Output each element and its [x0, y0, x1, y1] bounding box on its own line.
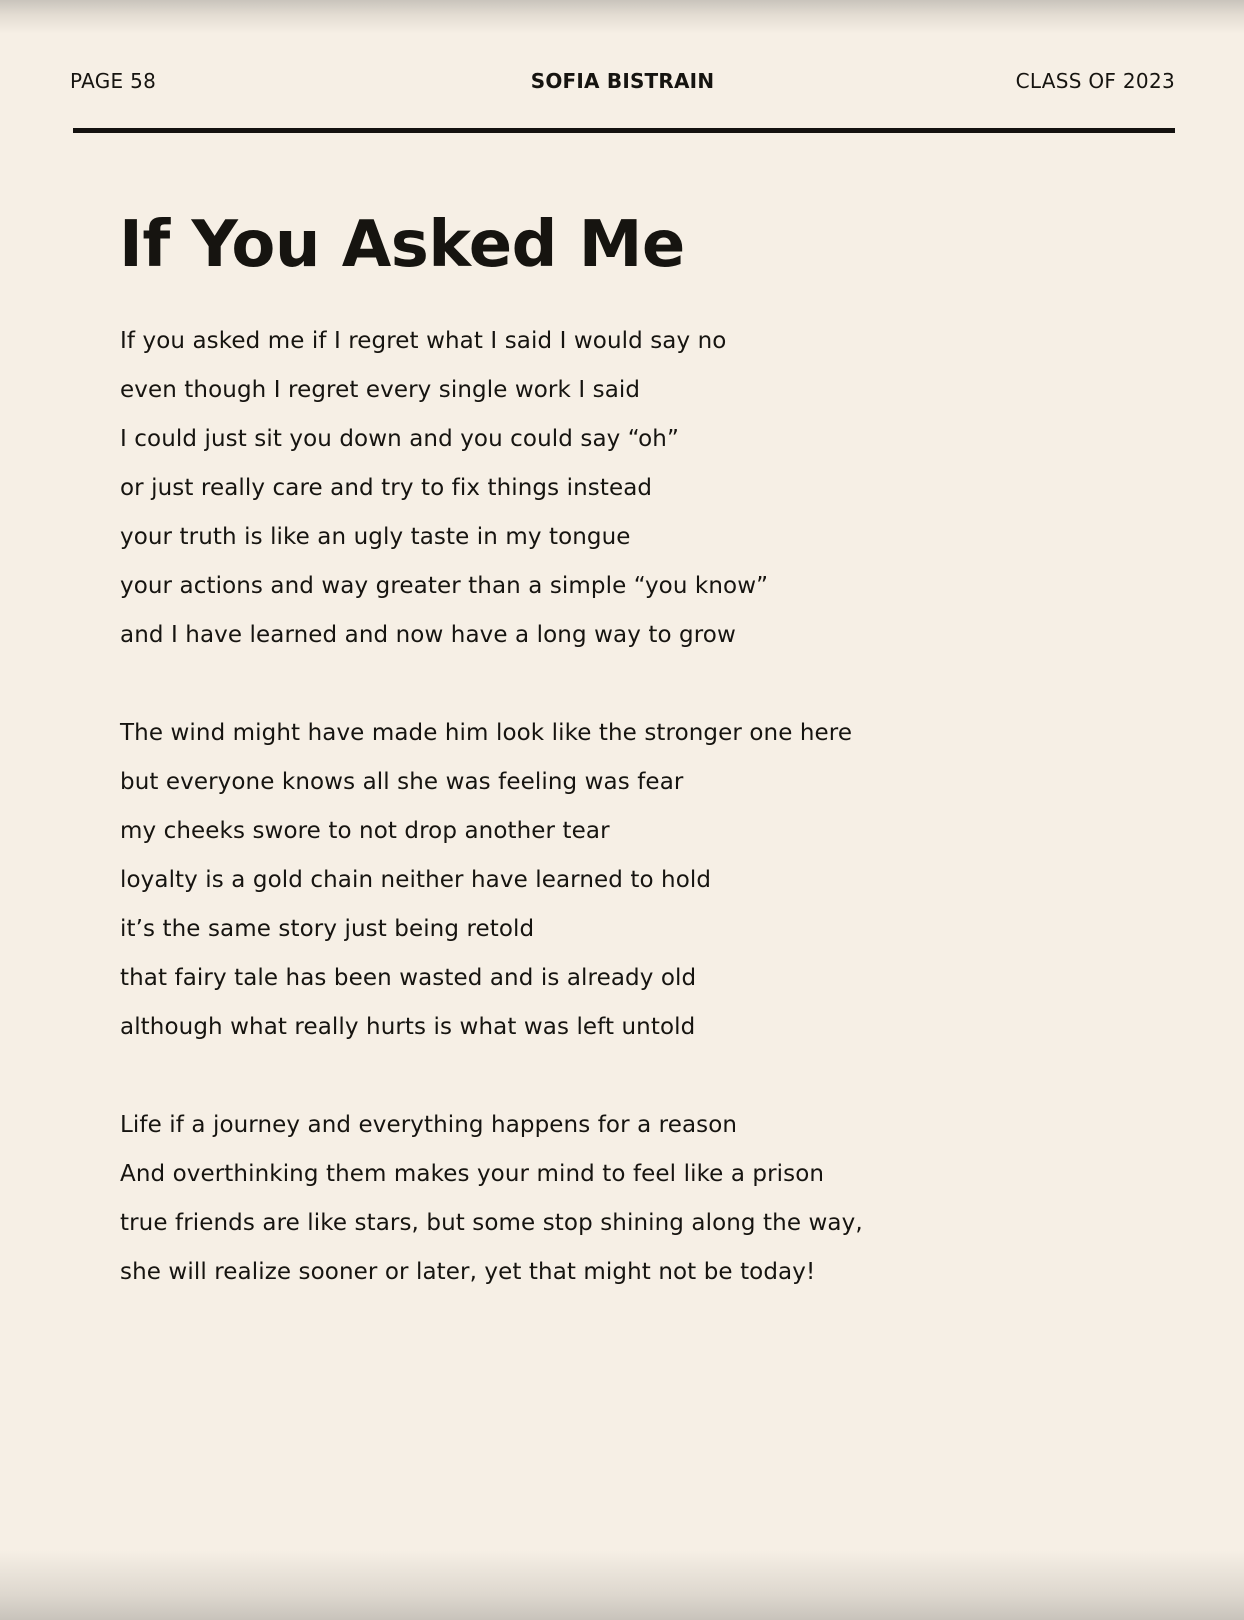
poem-line: Life if a journey and everything happens for a reason — [120, 1112, 738, 1138]
poem-body — [120, 317, 1120, 1346]
poem-line: The wind might have made him look like the stronger one here — [120, 720, 853, 746]
poem-line: but everyone knows all she was feeling was fear — [120, 769, 684, 795]
top-edge-shadow — [0, 0, 1244, 34]
poem-line: loyalty is a gold chain neither have learned to hold — [120, 867, 712, 893]
stanza-3 — [120, 1101, 1120, 1297]
poem-line: she will realize sooner or later, yet that might not be today! — [120, 1259, 816, 1285]
poem-line: that fairy tale has been wasted and is already old — [120, 965, 697, 991]
poem-line: it’s the same story just being retold — [120, 916, 535, 942]
class-year: CLASS OF 2023 — [1015, 69, 1175, 93]
poem-line: although what really hurts is what was left untold — [120, 1014, 696, 1040]
poem-line: I could just sit you down and you could say “oh” — [120, 426, 679, 452]
poem-line: If you asked me if I regret what I said I would say no — [120, 328, 727, 354]
bottom-edge-shadow — [0, 1550, 1244, 1620]
page-header — [70, 66, 1175, 96]
poem-line: my cheeks swore to not drop another tear — [120, 818, 610, 844]
poem-line: your actions and way greater than a simple “you know” — [120, 573, 769, 599]
poem-line: or just really care and try to fix things instead — [120, 475, 653, 501]
poem-line: true friends are like stars, but some stop shining along the way, — [120, 1210, 863, 1236]
poem-title: If You Asked Me — [119, 208, 685, 282]
stanza-2 — [120, 709, 1120, 1052]
page-number: PAGE 58 — [70, 69, 157, 93]
poem-line: and I have learned and now have a long way to grow — [120, 622, 736, 648]
header-divider — [73, 128, 1175, 133]
poem-line: even though I regret every single work I said — [120, 377, 641, 403]
stanza-1 — [120, 317, 1120, 660]
poem-line: And overthinking them makes your mind to feel like a prison — [120, 1161, 825, 1187]
poem-line: your truth is like an ugly taste in my tongue — [120, 524, 631, 550]
author-name: SOFIA BISTRAIN — [530, 69, 715, 93]
